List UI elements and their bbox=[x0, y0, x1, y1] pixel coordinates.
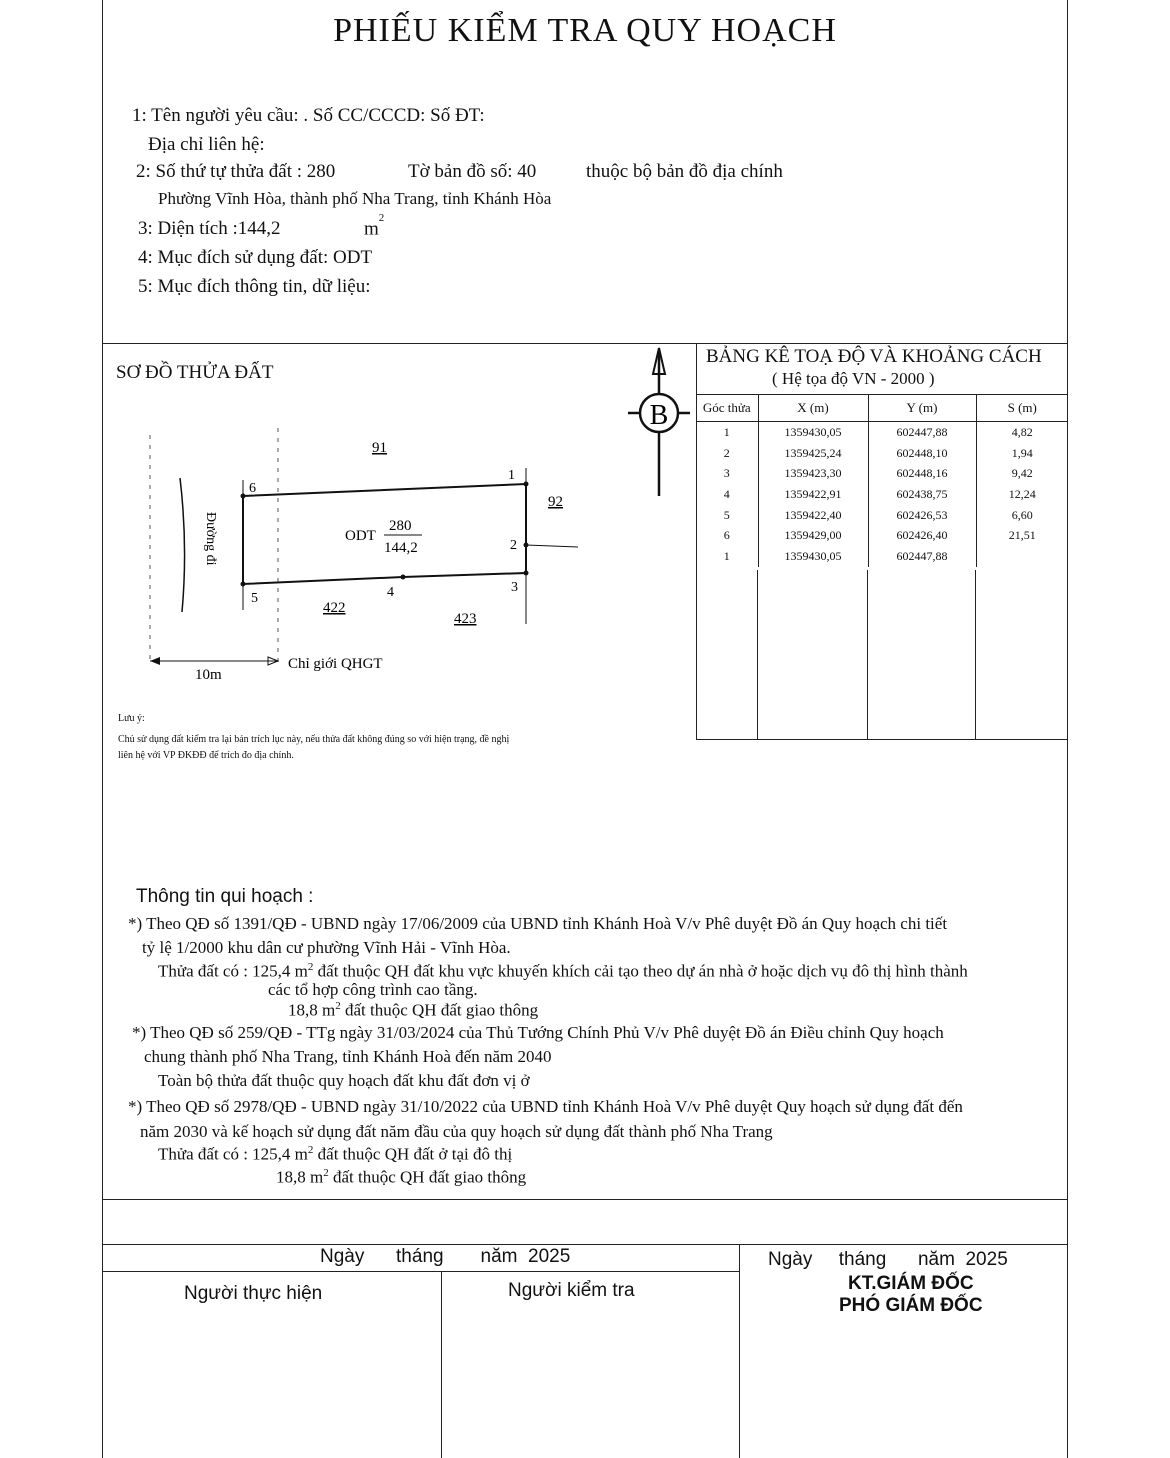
vertex-4: 4 bbox=[387, 585, 394, 600]
director-line-2: PHÓ GIÁM ĐỐC bbox=[839, 1295, 983, 1316]
note-title: Lưu ý: bbox=[118, 713, 145, 724]
north-arrow-icon bbox=[628, 348, 690, 496]
table-row: 5 1359422,40 602426,53 6,60 bbox=[696, 505, 1068, 526]
vertex-3: 3 bbox=[511, 580, 518, 595]
checker-label: Người kiểm tra bbox=[508, 1280, 635, 1301]
vertex-5: 5 bbox=[251, 591, 258, 606]
table-col-divider bbox=[757, 570, 758, 740]
page-title: PHIẾU KIỂM TRA QUY HOẠCH bbox=[333, 12, 837, 49]
diagram-title: SƠ ĐỒ THỬA ĐẤT bbox=[116, 362, 274, 383]
note-line-2: liên hệ với VP ĐKĐĐ để trích đo địa chính. bbox=[118, 750, 294, 761]
signature-divider-top bbox=[102, 1199, 1068, 1200]
info-purpose-line: 5: Mục đích thông tin, dữ liệu: bbox=[138, 276, 371, 297]
performer-label: Người thực hiện bbox=[184, 1283, 323, 1304]
header-y: Y (m) bbox=[868, 395, 976, 422]
location-line: Phường Vĩnh Hòa, thành phố Nha Trang, tỉnh Khánh Hòa bbox=[158, 189, 552, 208]
signature-col-divider bbox=[441, 1271, 442, 1458]
vertex-6: 6 bbox=[249, 481, 256, 496]
requester-line: 1: Tên người yêu cầu: . Số CC/CCCD: Số ĐT: bbox=[132, 105, 485, 126]
parcel-boundary bbox=[243, 484, 526, 584]
decision-1-line-1: *) Theo QĐ số 1391/QĐ - UBND ngày 17/06/2009 của UBND tỉnh Khánh Hoà V/v Phê duyệt Đồ án Quy hoạch chi tiết bbox=[128, 914, 948, 933]
road-curve bbox=[180, 478, 185, 612]
coord-table-subtitle: ( Hệ tọa độ VN - 2000 ) bbox=[772, 369, 935, 388]
table-col-divider bbox=[975, 570, 976, 740]
neighbor-92-line bbox=[526, 545, 578, 547]
area-unit-exponent: 2 bbox=[378, 212, 385, 224]
right-date: Ngày tháng năm 2025 bbox=[768, 1249, 1008, 1270]
coord-table bbox=[696, 394, 1068, 567]
signature-date-divider bbox=[102, 1271, 739, 1272]
coord-table-header bbox=[696, 395, 1068, 422]
parcel-type: ODT bbox=[345, 528, 376, 544]
area-line: 3: Diện tích :144,2 bbox=[138, 218, 281, 239]
table-row: 1 1359430,05 602447,88 bbox=[696, 546, 1068, 567]
area-unit: $m^2$ bbox=[364, 212, 385, 240]
planning-heading: Thông tin qui hoạch : bbox=[136, 886, 314, 907]
table-row: 4 1359422,91 602438,75 12,24 bbox=[696, 484, 1068, 505]
parcel-number-line: 2: Số thứ tự thửa đất : 280 bbox=[136, 161, 336, 182]
decision-1-item-b: 18,8 $m^2$ đất thuộc QH đất giao thông bbox=[288, 1000, 539, 1020]
signature-col-divider bbox=[739, 1244, 740, 1458]
vertex-1: 1 bbox=[508, 468, 515, 483]
parcel-area: 144,2 bbox=[384, 540, 418, 556]
decision-1-line-2: tỷ lệ 1/2000 khu dân cư phường Vĩnh Hải - Vĩnh Hòa. bbox=[142, 938, 511, 957]
table-bottom-border bbox=[696, 739, 1068, 740]
decision-1-item-a-cont: các tổ hợp công trình cao tầng. bbox=[268, 980, 478, 999]
header-x: X (m) bbox=[758, 395, 868, 422]
decision-3-item-a: Thửa đất có : 125,4 $m^2$ đất thuộc QH đất ở tại đô thị bbox=[158, 1144, 513, 1164]
neighbor-92: 92 bbox=[548, 494, 563, 510]
map-sheet-line: Tờ bản đồ số: 40 bbox=[408, 161, 537, 182]
table-row: 1 1359430,05 602447,88 4,82 bbox=[696, 422, 1068, 443]
decision-2-item-a: Toàn bộ thửa đất thuộc quy hoạch đất khu đất đơn vị ở bbox=[158, 1071, 530, 1090]
land-purpose-line: 4: Mục đích sử dụng đất: ODT bbox=[138, 247, 373, 268]
decision-2-line-2: chung thành phố Nha Trang, tỉnh Khánh Hoà đến năm 2040 bbox=[144, 1047, 552, 1066]
neighbor-91: 91 bbox=[372, 440, 387, 456]
table-row: 2 1359425,24 602448,10 1,94 bbox=[696, 443, 1068, 464]
parcel-number: 280 bbox=[389, 518, 412, 534]
decision-3-item-b: 18,8 $m^2$ đất thuộc QH đất giao thông bbox=[276, 1167, 527, 1187]
neighbor-423: 423 bbox=[454, 611, 477, 627]
header-s: S (m) bbox=[976, 395, 1068, 422]
header-corner: Góc thửa bbox=[696, 395, 758, 422]
director-line-1: KT.GIÁM ĐỐC bbox=[848, 1273, 974, 1294]
coord-table-title: BẢNG KÊ TOẠ ĐỘ VÀ KHOẢNG CÁCH bbox=[706, 346, 1042, 367]
cadastral-suffix: thuộc bộ bản đồ địa chính bbox=[586, 161, 783, 182]
vertex-points bbox=[241, 482, 529, 587]
table-row: 3 1359423,30 602448,16 9,42 bbox=[696, 463, 1068, 484]
road-label: Đường đi bbox=[203, 512, 218, 566]
decision-3-line-2: năm 2030 và kế hoạch sử dụng đất năm đầu của quy hoạch sử dụng đất thành phố Nha Trang bbox=[140, 1122, 773, 1141]
table-col-divider bbox=[867, 570, 868, 740]
parcel-diagram bbox=[0, 340, 700, 780]
decision-2-line-1: *) Theo QĐ số 259/QĐ - TTg ngày 31/03/2024 của Thủ Tướng Chính Phủ V/v Phê duyệt Đồ án Điều chỉnh Quy hoạch bbox=[132, 1023, 944, 1042]
table-row: 6 1359429,00 602426,40 21,51 bbox=[696, 525, 1068, 546]
neighbor-422: 422 bbox=[323, 600, 346, 616]
address-line: Địa chỉ liên hệ: bbox=[148, 134, 265, 155]
note-line-1: Chủ sử dụng đất kiểm tra lại bản trích lục này, nếu thửa đất không đúng so với hiện trạng, đề nghị bbox=[118, 734, 510, 745]
decision-1-item-a: Thửa đất có : 125,4 $m^2$ đất thuộc QH đất khu vực khuyến khích cải tạo theo dự án nhà ở hoặc dịch vụ đô thị hình thành bbox=[158, 961, 968, 981]
scale-label: 10m bbox=[195, 667, 222, 683]
boundary-label: Chỉ giới QHGT bbox=[288, 656, 383, 672]
signature-divider bbox=[102, 1244, 1068, 1245]
vertex-2: 2 bbox=[510, 538, 517, 553]
compass-letter: B bbox=[649, 400, 669, 431]
decision-3-line-1: *) Theo QĐ số 2978/QĐ - UBND ngày 31/10/2022 của UBND tỉnh Khánh Hoà V/v Phê duyệt Quy hoạch sử dụng đất đến bbox=[128, 1097, 963, 1116]
left-date: Ngày tháng năm 2025 bbox=[320, 1246, 571, 1267]
